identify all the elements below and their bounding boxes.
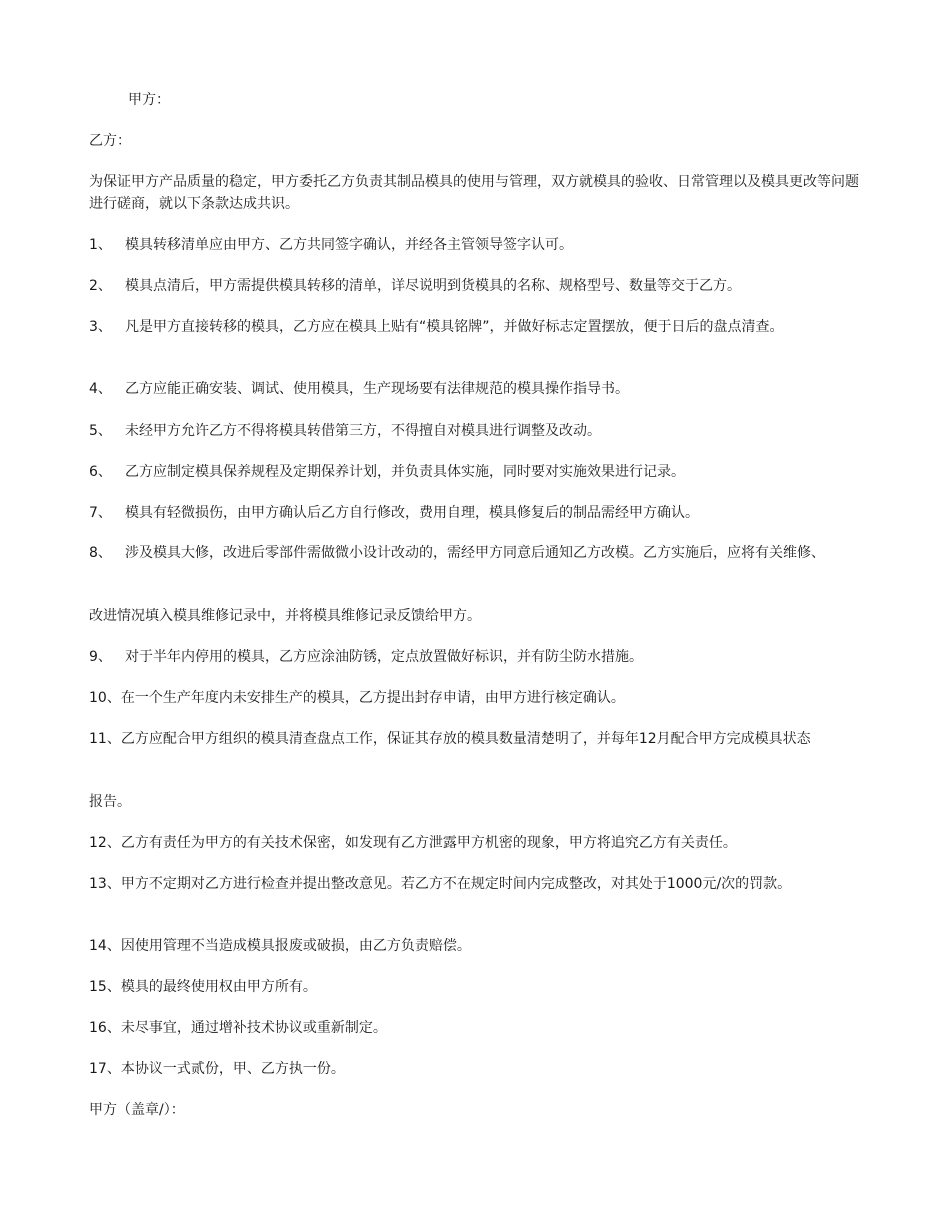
- clause-number: 10、: [89, 690, 121, 706]
- clause-13: [89, 873, 864, 895]
- clause-text: 乙方应配合甲方组织的模具清查盘点工作，保证其存放的模具数量清楚明了，并每年12月配合甲方完成模具状态: [120, 731, 811, 747]
- clause-17: [89, 1058, 864, 1080]
- clause-3: [89, 316, 864, 338]
- intro-paragraph: 为保证甲方产品质量的稳定，甲方委托乙方负责其制品模具的使用与管理，双方就模具的验收、日常管理以及模具更改等问题进行磋商，就以下条款达成共识。: [89, 174, 859, 212]
- clause-2: [89, 275, 864, 297]
- clause-number: 8、: [89, 545, 112, 561]
- clause-number: 16、: [89, 1020, 121, 1036]
- clause-text: 模具转移清单应由甲方、乙方共同签字确认，并经各主管领导签字认可。: [125, 237, 573, 253]
- clause-1: [89, 234, 864, 256]
- clause-number: 7、: [89, 505, 112, 521]
- party-b-label: 乙方：: [89, 133, 131, 149]
- clause-6: [89, 461, 864, 483]
- party-a-signature: 甲方（盖章/）：: [89, 1102, 185, 1118]
- clause-4: [89, 378, 864, 400]
- clause-15: [89, 976, 864, 998]
- clause-number: 13、: [89, 876, 121, 892]
- clause-text: 甲方不定期对乙方进行检查并提出整改意见。若乙方不在规定时间内完成整改，对其处于1000元/次的罚款。: [120, 876, 792, 892]
- clause-9: [89, 646, 864, 668]
- clause-text: 改进情况填入模具维修记录中，并将模具维修记录反馈给甲方。: [89, 608, 481, 624]
- clause-text: 因使用管理不当造成模具报废或破损，由乙方负责赔偿。: [120, 938, 471, 954]
- clause-11: [89, 728, 864, 750]
- clause-text: 乙方有责任为甲方的有关技术保密，如发现有乙方泄露甲方机密的现象，甲方将追究乙方有关责任。: [120, 835, 737, 851]
- clause-text: 模具的最终使用权由甲方所有。: [120, 979, 317, 995]
- clause-text: 乙方应制定模具保养规程及定期保养计划，并负责具体实施，同时要对实施效果进行记录。: [125, 464, 685, 480]
- clause-number: 2、: [89, 278, 112, 294]
- clause-text: 模具有轻微损伤，由甲方确认后乙方自行修改，费用自理，模具修复后的制品需经甲方确认。: [125, 505, 699, 521]
- clause-14: [89, 935, 864, 957]
- clause-10: [89, 687, 864, 709]
- clause-12: [89, 832, 864, 854]
- clause-text: 未尽事宜，通过增补技术协议或重新制定。: [120, 1020, 387, 1036]
- clause-number: 3、: [89, 319, 112, 335]
- clause-number: 15、: [89, 979, 121, 995]
- clause-text: 报告。: [89, 794, 131, 810]
- clause-text: 未经甲方允许乙方不得将模具转借第三方，不得擅自对模具进行调整及改动。: [125, 423, 601, 439]
- clause-text: 本协议一式贰份，甲、乙方执一份。: [120, 1061, 345, 1077]
- clause-number: 17、: [89, 1061, 121, 1077]
- clause-8-continued: [89, 605, 864, 627]
- clause-8: [89, 542, 864, 564]
- clause-11-continued: [89, 791, 864, 813]
- clause-text: 对于半年内停用的模具，乙方应涂油防锈，定点放置做好标识，并有防尘防水措施。: [125, 649, 643, 665]
- clause-text: 凡是甲方直接转移的模具，乙方应在模具上贴有“模具铭牌”，并做好标志定置摆放，便于日后的盘点清查。: [125, 319, 784, 335]
- clause-7: [89, 502, 864, 524]
- clause-text: 乙方应能正确安装、调试、使用模具，生产现场要有法律规范的模具操作指导书。: [125, 381, 629, 397]
- clause-text: 在一个生产年度内未安排生产的模具，乙方提出封存申请，由甲方进行核定确认。: [120, 690, 625, 706]
- clause-number: 1、: [89, 237, 112, 253]
- clause-number: 9、: [89, 649, 112, 665]
- clause-number: 11、: [89, 731, 121, 747]
- clause-number: 14、: [89, 938, 121, 954]
- clause-number: 12、: [89, 835, 121, 851]
- clause-5: [89, 420, 864, 442]
- clause-16: [89, 1017, 864, 1039]
- party-a-label: 甲方：: [128, 92, 170, 108]
- clause-text: 模具点清后，甲方需提供模具转移的清单，详尽说明到货模具的名称、规格型号、数量等交于乙方。: [125, 278, 741, 294]
- clause-number: 6、: [89, 464, 112, 480]
- clause-number: 4、: [89, 381, 112, 397]
- clause-text: 涉及模具大修，改进后零部件需做微小设计改动的，需经甲方同意后通知乙方改模。乙方实施后，应将有关维修、: [125, 545, 825, 561]
- clause-number: 5、: [89, 423, 112, 439]
